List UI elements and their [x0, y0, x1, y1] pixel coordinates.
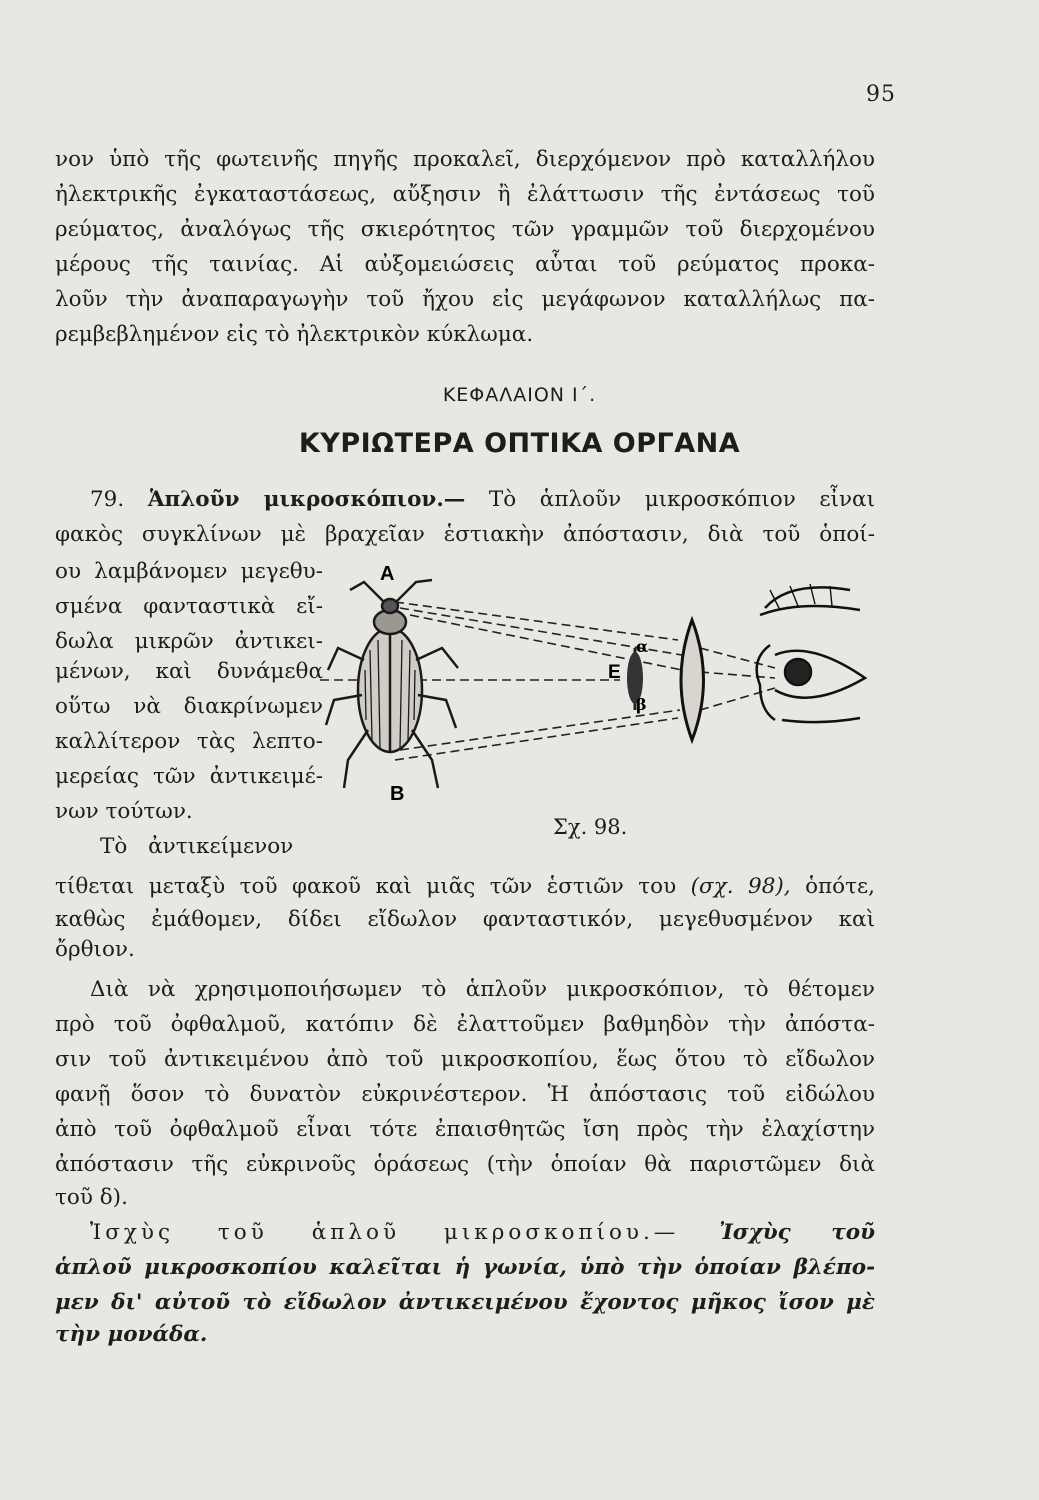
- para3-line-3: σιν τοῦ ἀντικειμένου ἀπὸ τοῦ μικροσκοπίου, ἕως ὅτου τὸ εἴδωλον: [55, 1047, 875, 1072]
- narrow-line-7: μερείας τῶν ἀντικειμέ-: [55, 764, 323, 789]
- narrow-line-4: μένων, καὶ δυνάμεθα: [55, 659, 323, 684]
- eye-drawing: [757, 584, 865, 722]
- section-line-after-1: [55, 872, 875, 902]
- label-beta: β: [636, 695, 647, 714]
- section-line-2: φακὸς συγκλίνων μὲ βραχεῖαν ἑστιακὴν ἀπόστασιν, διὰ τοῦ ὁποί-: [55, 522, 875, 547]
- para3-line-7: τοῦ δ).: [55, 1185, 128, 1210]
- para4-line-4: τὴν μονάδα.: [55, 1322, 208, 1347]
- para3-line-4: φανῇ ὅσον τὸ δυνατὸν εὐκρινέστερον. Ἡ ἀπόστασις τοῦ εἰδώλου: [55, 1082, 875, 1107]
- section-line-after-2: καθὼς ἐμάθομεν, δίδει εἴδωλον φανταστικόν, μεγεθυσμένον καὶ: [55, 907, 875, 932]
- para1-line-3: ρεύματος, ἀναλόγως τῆς σκιερότητος τῶν γραμμῶν τοῦ διερχομένου: [55, 217, 875, 242]
- narrow-line-6: καλλίτερον τὰς λεπτο-: [55, 729, 323, 754]
- para4-line-2: ἁπλοῦ μικροσκοπίου καλεῖται ἡ γωνία, ὑπὸ τὴν ὁποίαν βλέπο-: [55, 1255, 875, 1280]
- chapter-label: ΚΕΦΑΛΑΙΟΝ Ι΄.: [442, 384, 597, 406]
- para3-line-2: πρὸ τοῦ ὀφθαλμοῦ, κατόπιν δὲ ἐλαττοῦμεν βαθμηδὸν τὴν ἀπόστα-: [55, 1012, 875, 1037]
- section-number: 79.: [90, 487, 125, 512]
- after-line-part-b: ὁπότε,: [805, 874, 875, 899]
- para3-line-1: Διὰ νὰ χρησιμοποιήσωμεν τὸ ἁπλοῦν μικροσκόπιον, τὸ θέτομεν: [90, 977, 875, 1002]
- para3-line-5: ἀπὸ τοῦ ὀφθαλμοῦ εἶναι τότε ἐπαισθητῶς ἴση πρὸς τὴν ἐλαχίστην: [55, 1117, 875, 1142]
- section-line1-rest: Τὸ ἁπλοῦν μικροσκόπιον εἶναι: [488, 487, 875, 512]
- para1-line-1: νον ὑπὸ τῆς φωτεινῆς πηγῆς προκαλεῖ, διερχόμενον πρὸ καταλλήλου: [55, 147, 875, 172]
- beetle-drawing: [326, 580, 458, 788]
- bold-start: Ἰσχὺς τοῦ: [719, 1220, 875, 1245]
- after-line-part-a: τίθεται μεταξὺ τοῦ φακοῦ καὶ μιᾶς τῶν ἑστιῶν του: [55, 874, 677, 899]
- spaced-heading: Ἰσχὺς τοῦ ἁπλοῦ μικροσκοπίου.—: [90, 1220, 680, 1245]
- figure-98-microscope-diagram: [320, 560, 880, 810]
- section-line-after-3: ὄρθιον.: [55, 937, 135, 962]
- narrow-line-2: σμένα φανταστικὰ εἴ-: [55, 594, 323, 619]
- narrow-line-5: οὕτω νὰ διακρίνωμεν: [55, 694, 323, 719]
- para1-line-6: ρεμβεβλημένον εἰς τὸ ἠλεκτρικὸν κύκλωμα.: [55, 322, 534, 347]
- label-b: B: [390, 783, 405, 805]
- narrow-line-9: Τὸ ἀντικείμενον: [100, 834, 294, 859]
- para1-line-2: ἠλεκτρικῆς ἐγκαταστάσεως, αὔξησιν ἢ ἐλάττωσιν τῆς ἐντάσεως τοῦ: [55, 182, 875, 207]
- figure-reference: (σχ. 98),: [690, 874, 791, 899]
- convex-lens: [681, 620, 704, 740]
- para4-line-1: [90, 1218, 875, 1248]
- figure-caption: Σχ. 98.: [553, 815, 628, 839]
- chapter-title: ΚΥΡΙΩΤΕΡΑ ΟΠΤΙΚΑ ΟΡΓΑΝΑ: [298, 428, 741, 459]
- label-e: E: [608, 662, 621, 683]
- page-number: 95: [866, 82, 896, 107]
- narrow-line-8: νων τούτων.: [55, 799, 193, 824]
- section-heading: Ἁπλοῦν μικροσκόπιον.—: [147, 487, 466, 512]
- para1-line-5: λοῦν τὴν ἀναπαραγωγὴν τοῦ ἤχου εἰς μεγάφωνον καταλλήλως πα-: [55, 287, 875, 312]
- para1-line-4: μέρους τῆς ταινίας. Αἱ αὐξομειώσεις αὗται τοῦ ρεύματος προκα-: [55, 252, 875, 277]
- narrow-line-3: δωλα μικρῶν ἀντικει-: [55, 629, 323, 654]
- narrow-line-1: ου λαμβάνομεν μεγεθυ-: [55, 559, 323, 584]
- label-alpha: α: [636, 637, 649, 656]
- para4-line-3: μεν δι' αὐτοῦ τὸ εἴδωλον ἀντικειμένου ἔχοντος μῆκος ἴσον μὲ: [55, 1290, 875, 1315]
- section-heading-line: [90, 485, 875, 515]
- label-a: A: [380, 563, 395, 585]
- para3-line-6: ἀπόστασιν τῆς εὐκρινοῦς ὁράσεως (τὴν ὁποίαν θὰ παριστῶμεν διὰ: [55, 1152, 875, 1177]
